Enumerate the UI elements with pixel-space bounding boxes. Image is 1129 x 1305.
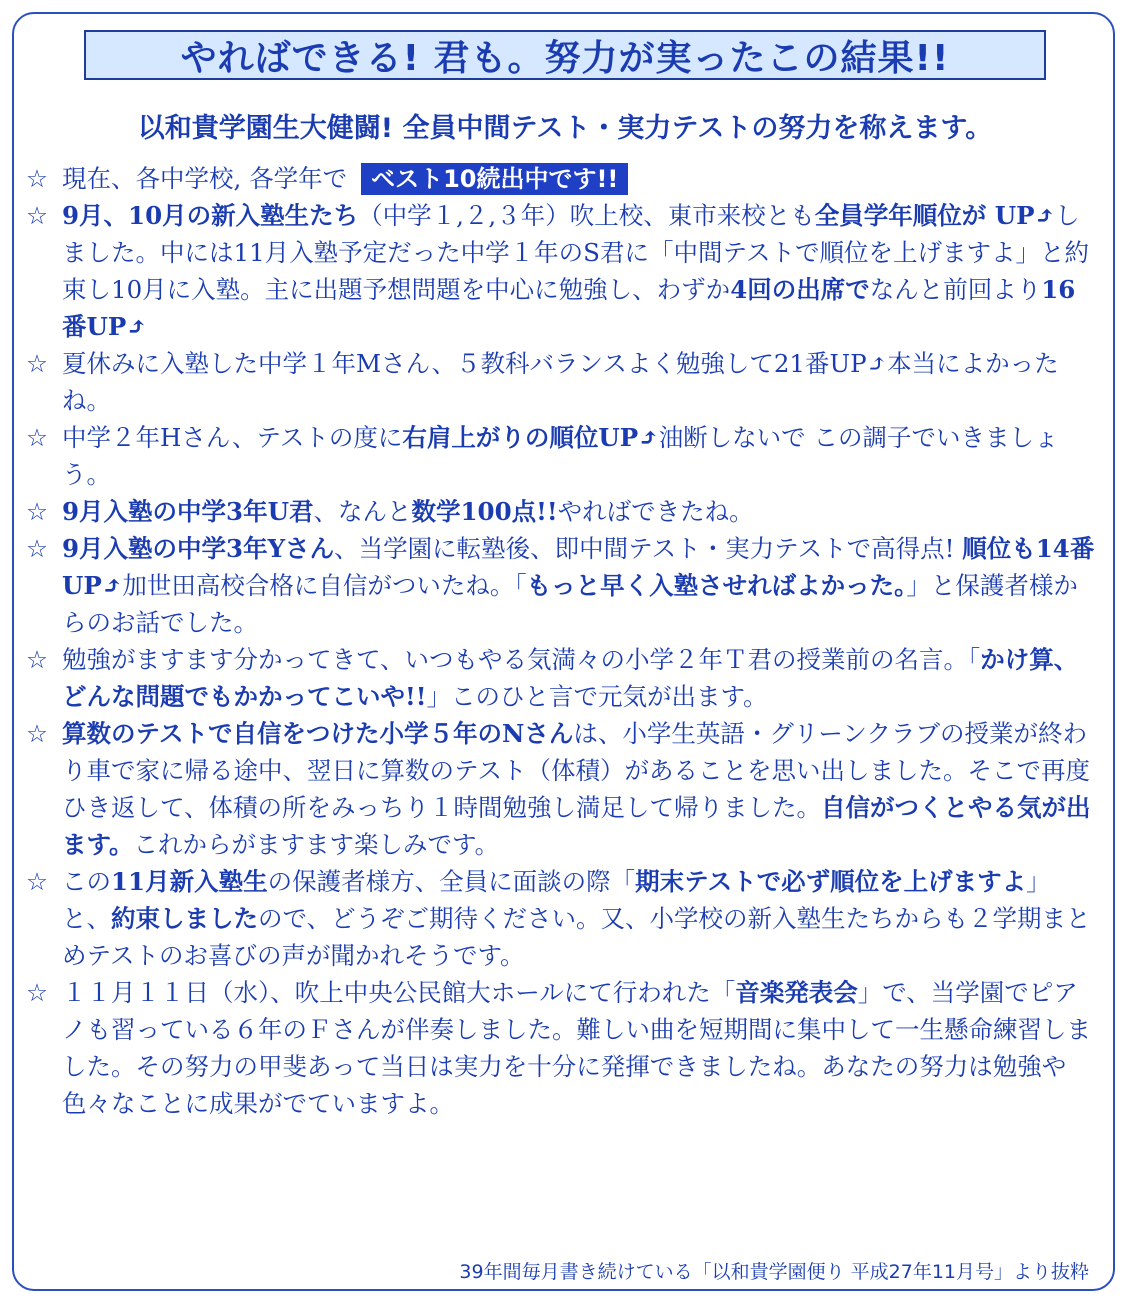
list-item [26,530,1096,641]
item-text: この [62,867,111,896]
star-icon: ☆ [26,978,48,1007]
emphasis-text: 11月新入塾生 [111,867,268,896]
star-icon: ☆ [26,645,48,674]
star-icon: ☆ [26,719,48,748]
item-text: なんと前回より [869,275,1042,304]
emphasis-text: 自信がつくとやる気が出ます。 [62,793,1091,859]
star-icon: ☆ [26,867,48,896]
star-icon: ☆ [26,423,48,452]
star-icon: ☆ [26,534,48,563]
item-text: 」と、 [62,867,1051,933]
item-text: 中学２年Hさん、テストの度に [62,423,403,452]
item-text: 、当学園に転塾後、即中間テスト・実力テストで高得点! [334,534,963,563]
star-icon: ☆ [26,349,48,378]
item-text: 、なんと [313,497,412,526]
emphasis-text: 全員学年順位が UP⤴ [814,201,1056,230]
emphasis-text: かけ算、どんな問題でもかかってこいや!! [62,645,1079,711]
source-note: 39年間毎月書き続けている「以和貴学園便り 平成27年11月号」より抜粋 [459,1261,1089,1283]
list-item [26,974,1096,1122]
item-text: １１月１１日（水）、吹上中央公民館大ホールにて行われた「 [62,978,736,1007]
item-text: 」と保護者様からのお話でした。 [62,571,1078,637]
item-text: やればできたね。 [557,497,754,526]
headline-text: やればできる! 君も。努力が実ったこの結果!! [180,37,950,79]
emphasis-text: 約束しました [111,904,258,933]
emphasis-text: 4回の出席で [730,275,870,304]
list-item [26,160,1096,197]
item-text: 現在、各中学校, 各学年で [62,164,348,193]
item-text: しました。中には11月入塾予定だった中学１年のS君に「中間テストで順位を上げますよ」と約束し10月に入塾。主に出題予想問題を中心に勉強し、わずか [62,201,1089,304]
list-item [26,715,1096,863]
list-item [26,641,1096,715]
emphasis-text: 9月入塾の中学3年U君 [62,497,314,526]
item-text: （中学１,２,３年）吹上校、東市来校とも [358,201,815,230]
list-item [26,419,1096,493]
star-icon: ☆ [26,164,48,193]
list-item [26,345,1096,419]
emphasis-text: 順位も14番UP⤴ [62,534,1095,600]
star-icon: ☆ [26,497,48,526]
list-item [26,493,1096,530]
headline-banner [84,30,1046,80]
emphasis-text: 数学100点!! [411,497,558,526]
item-text: 加世田高校合格に自信がついたね。「 [122,571,527,600]
star-icon: ☆ [26,201,48,230]
emphasis-text: 16番UP⤴ [62,275,1076,341]
item-text: これからがますます楽しみです。 [133,830,500,859]
emphasis-text: 右肩上がりの順位UP⤴ [402,423,659,452]
item-text: 勉強がますます分かってきて、いつもやる気満々の小学２年Ｔ君の授業前の名言。「 [62,645,981,674]
list-item [26,197,1096,345]
item-text: ので、どうぞご期待ください。又、小学校の新入塾生たちからも２学期まとめテストのお喜びの声が聞かれそうです。 [62,904,1091,970]
subheadline: 以和貴学園生大健闘! 全員中間テスト・実力テストの努力を称えます。 [137,113,993,144]
item-text: の保護者様方、全員に面談の際「 [267,867,636,896]
emphasis-text: 算数のテストで自信をつけた小学５年のNさん [62,719,574,748]
item-text: 」で、当学園でピアノも習っている６年のＦさんが伴奏しました。難しい曲を短期間に集中して一生懸命練習しました。その努力の甲斐あって当日は実力を十分に発揮できましたね。あなたの努力は勉強や色々なことに成果がでていますよ。 [62,978,1091,1118]
item-text: 油断しないで この調子でいきましょう。 [62,423,1059,489]
list-item [26,863,1096,974]
emphasis-text: 音楽発表会 [735,978,858,1007]
emphasis-text: 9月入塾の中学3年Yさん [62,534,335,563]
best10-highlight: ベスト10続出中です!! [361,163,628,195]
emphasis-text: 期末テストで必ず順位を上げますよ [635,867,1027,896]
achievement-list [26,160,1096,1122]
item-text: 」このひと言で元気が出ます。 [426,682,768,711]
emphasis-text: もっと早く入塾させればよかった。 [526,571,907,600]
item-text: は、小学生英語・グリーンクラブの授業が終わり車で家に帰る途中、翌日に算数のテスト（体積）があることを思い出しました。そこで再度ひき返して、体積の所をみっちり１時間勉強し満足して帰りました。 [62,719,1091,822]
emphasis-text: 9月、10月の新入塾生たち [62,201,359,230]
item-text: 夏休みに入塾した中学１年Mさん、５教科バランスよく勉強して21番UP⤴本当によかったね。 [62,349,1059,415]
